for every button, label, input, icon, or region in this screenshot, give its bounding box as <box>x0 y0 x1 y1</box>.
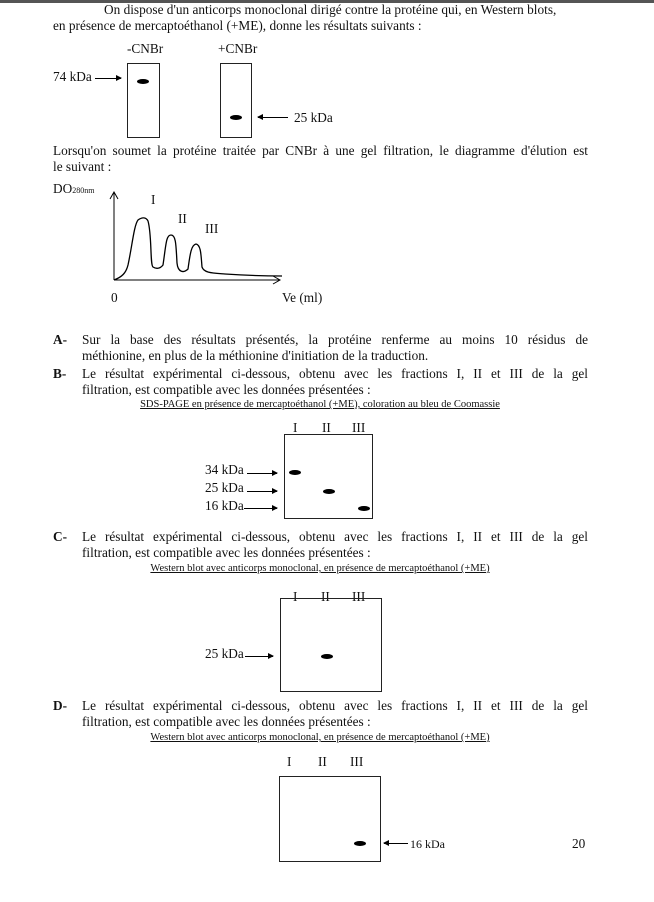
western-blot-c <box>280 598 382 692</box>
question-d-line-1: Le résultat expérimental ci-dessous, obtenu avec les fractions I, II et III de la gel <box>82 698 588 713</box>
lane-label-iii: III <box>352 589 366 604</box>
marker-16kda-d: 16 kDa <box>410 837 445 851</box>
arrow-right-icon <box>247 491 277 492</box>
band-lane-ii <box>321 654 333 659</box>
arrow-right-icon <box>95 78 121 79</box>
arrow-right-icon <box>244 508 277 509</box>
peak-label-iii: III <box>205 221 219 236</box>
blot-lane-minus <box>127 63 160 138</box>
question-a-line-1: Sur la base des résultats présentés, la protéine renferme au moins 10 résidus de <box>82 332 588 347</box>
band-lane-iii <box>354 841 366 846</box>
lane-label-iii: III <box>352 420 366 435</box>
arrow-left-icon <box>384 843 408 844</box>
question-b-line-2: filtration, est compatible avec les données présentées : <box>82 382 371 397</box>
gelfiltration-line-2: le suivant : <box>53 159 112 174</box>
elution-diagram <box>100 185 300 290</box>
page-number: 20 <box>572 836 586 851</box>
question-c-caption: Western blot avec anticorps monoclonal, en présence de mercaptoéthanol (+ME) <box>150 563 490 574</box>
marker-16kda-b: 16 kDa <box>205 498 244 513</box>
question-c-line-2: filtration, est compatible avec les données présentées : <box>82 545 371 560</box>
lane-label-minus-cnbr: -CNBr <box>127 41 164 56</box>
y-axis-label-main: DO <box>53 181 73 196</box>
lane-label-i: I <box>293 420 298 435</box>
question-a-line-2: méthionine, en plus de la méthionine d'initiation de la traduction. <box>82 348 429 363</box>
question-c-letter: C- <box>53 529 68 544</box>
band-lane-iii <box>358 506 370 511</box>
intro-line-2: en présence de mercaptoéthanol (+ME), donne les résultats suivants : <box>53 18 422 33</box>
gelfiltration-line-1: Lorsqu'on soumet la protéine traitée par CNBr à une gel filtration, le diagramme d'élution est <box>53 143 588 158</box>
peak-label-ii: II <box>178 211 187 226</box>
question-d-letter: D- <box>53 698 68 713</box>
x-axis-label: Ve (ml) <box>282 290 323 305</box>
elution-curve <box>114 218 282 280</box>
question-b-line-1: Le résultat expérimental ci-dessous, obtenu avec les fractions I, II et III de la gel <box>82 366 588 381</box>
question-d-line-2: filtration, est compatible avec les données présentées : <box>82 714 371 729</box>
band-lane-i <box>289 470 301 475</box>
question-b-letter: B- <box>53 366 67 381</box>
y-axis-label-sub: 280nm <box>72 186 95 195</box>
arrow-right-icon <box>245 656 273 657</box>
y-axis-label <box>53 181 94 199</box>
question-c-line-1: Le résultat expérimental ci-dessous, obtenu avec les fractions I, II et III de la gel <box>82 529 588 544</box>
marker-34kda: 34 kDa <box>205 462 244 477</box>
marker-74kda: 74 kDa <box>53 69 92 84</box>
band-25kda <box>230 115 242 120</box>
marker-25kda: 25 kDa <box>294 110 333 125</box>
lane-label-ii: II <box>318 754 327 769</box>
lane-label-plus-cnbr: +CNBr <box>218 41 258 56</box>
band-74kda <box>137 79 149 84</box>
intro-line-1: On dispose d'un anticorps monoclonal dirigé contre la protéine qui, en Western blots, <box>104 2 557 17</box>
question-a-letter: A- <box>53 332 68 347</box>
western-blot-d <box>279 776 381 862</box>
blot-lane-plus <box>220 63 252 138</box>
arrow-left-icon <box>258 117 288 118</box>
marker-25kda-b: 25 kDa <box>205 480 244 495</box>
x-axis-origin: 0 <box>111 290 118 305</box>
question-b-caption: SDS-PAGE en présence de mercaptoéthanol (+ME), coloration au bleu de Coomassie <box>140 399 500 410</box>
lane-label-iii: III <box>350 754 364 769</box>
arrow-right-icon <box>247 473 277 474</box>
lane-label-i: I <box>287 754 292 769</box>
marker-25kda-c: 25 kDa <box>205 646 244 661</box>
band-lane-ii <box>323 489 335 494</box>
lane-label-ii: II <box>321 589 330 604</box>
lane-label-i: I <box>293 589 298 604</box>
peak-label-i: I <box>151 192 156 207</box>
lane-label-ii: II <box>322 420 331 435</box>
question-d-caption: Western blot avec anticorps monoclonal, en présence de mercaptoéthanol (+ME) <box>150 732 490 743</box>
